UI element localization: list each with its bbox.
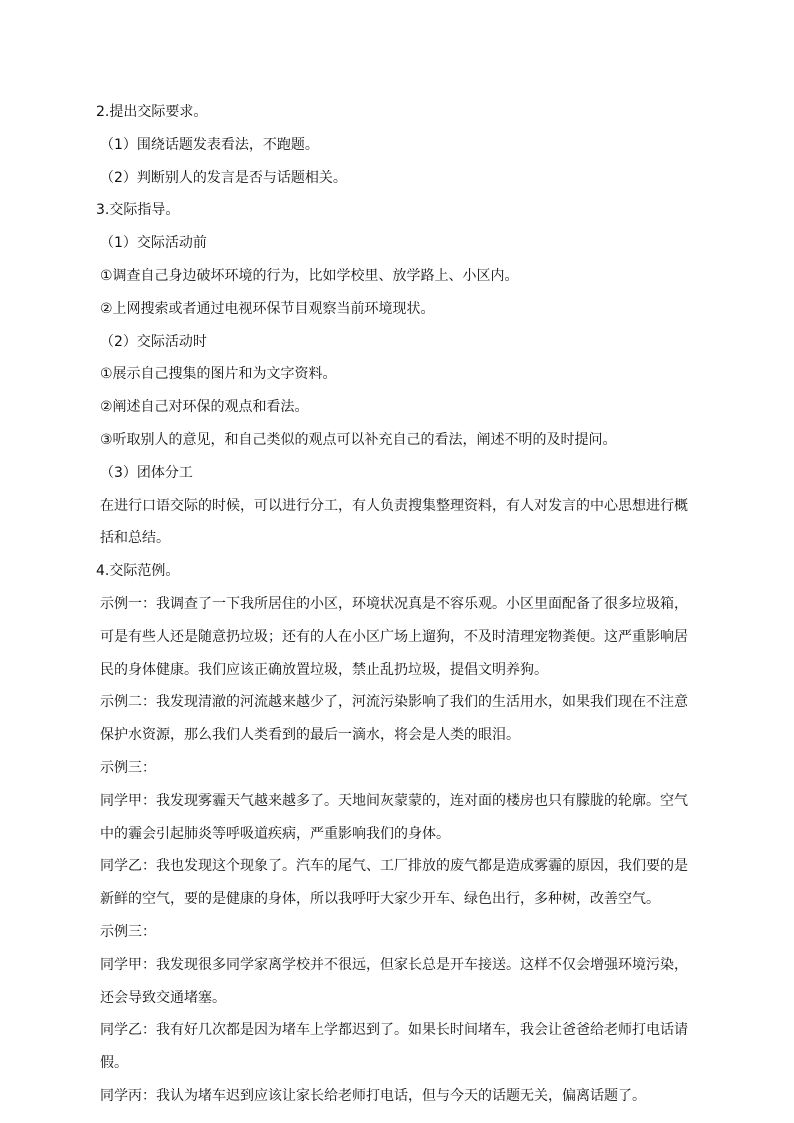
list-item: ①展示自己搜集的图片和为文字资料。 <box>100 366 337 383</box>
section-heading: 4.交际范例。 <box>96 563 180 580</box>
subsection-heading: （1）交际活动前 <box>100 235 207 252</box>
list-item: （2）判断别人的发言是否与话题相关。 <box>100 169 347 186</box>
example-label: 示例三： <box>100 923 156 940</box>
dialogue-line: 同学乙：我也发现这个现象了。汽车的尾气、工厂排放的废气都是造成雾霾的原因，我们要的是新鲜的空气，要的是健康的身体，所以我呼吁大家少开车、绿色出行，多种树，改善空气。 <box>100 858 688 908</box>
section-heading: 2.提出交际要求。 <box>96 104 208 120</box>
subsection-heading: （3）团体分工 <box>100 464 193 481</box>
example-paragraph: 示例一：我调查了一下我所居住的小区，环境状况真是不容乐观。小区里面配备了很多垃圾箱，可是有些人还是随意扔垃圾；还有的人在小区广场上遛狗，不及时清理宠物粪便。这严重影响居民的身体健康。我们应该正确放置垃圾，禁止乱扔垃圾，提倡文明养狗。 <box>100 595 688 678</box>
list-item: ①调查自己身边破坏环境的行为，比如学校里、放学路上、小区内。 <box>100 267 519 284</box>
example-label: 示例三： <box>100 759 156 776</box>
example-paragraph: 示例二：我发现清澈的河流越来越少了，河流污染影响了我们的生活用水，如果我们现在不注意保护水资源，那么我们人类看到的最后一滴水，将会是人类的眼泪。 <box>100 694 688 744</box>
section-heading: 3.交际指导。 <box>96 202 180 219</box>
list-item: （1）围绕话题发表看法，不跑题。 <box>100 136 319 153</box>
body-paragraph: 在进行口语交际的时候，可以进行分工，有人负责搜集整理资料，有人对发言的中心思想进行概括和总结。 <box>100 497 688 547</box>
list-item: ②上网搜索或者通过电视环保节目观察当前环境现状。 <box>100 300 435 317</box>
dialogue-line: 同学丙：我认为堵车迟到应该让家长给老师打电话，但与今天的话题无关，偏离话题了。 <box>100 1087 646 1104</box>
dialogue-line: 同学甲：我发现雾霾天气越来越多了。天地间灰蒙蒙的，连对面的楼房也只有朦胧的轮廓。空气中的霾会引起肺炎等呼吸道疾病，严重影响我们的身体。 <box>100 792 688 842</box>
dialogue-line: 同学乙：我有好几次都是因为堵车上学都迟到了。如果长时间堵车，我会让爸爸给老师打电话请假。 <box>100 1022 688 1072</box>
list-item: ③听取别人的意见，和自己类似的观点可以补充自己的看法，阐述不明的及时提问。 <box>100 431 617 448</box>
list-item: ②阐述自己对环保的观点和看法。 <box>100 399 309 416</box>
subsection-heading: （2）交际活动时 <box>100 333 207 350</box>
document-body <box>96 96 700 1113</box>
dialogue-line: 同学甲：我发现很多同学家离学校并不很远，但家长总是开车接送。这样不仅会增强环境污染，还会导致交通堵塞。 <box>100 956 688 1006</box>
